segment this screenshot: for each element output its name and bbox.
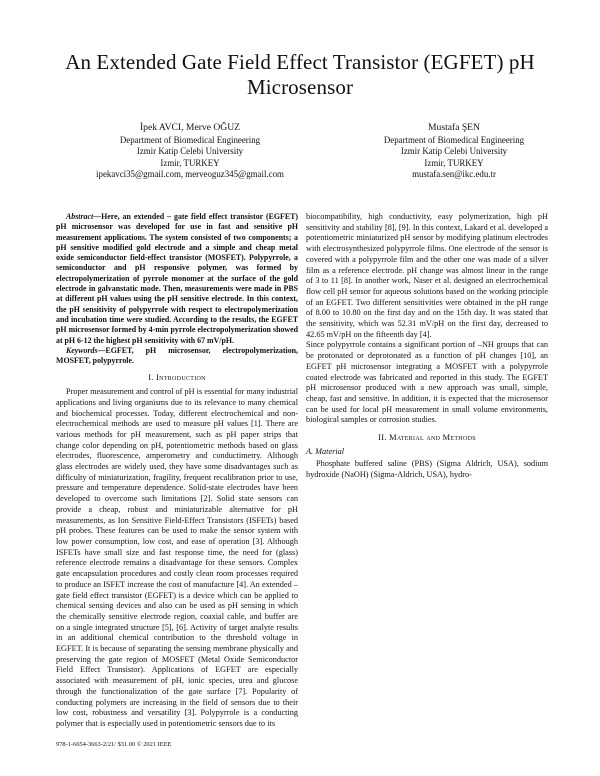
- keywords-lead: Keywords: [66, 345, 98, 355]
- section-heading-introduction: I. Introduction: [148, 373, 206, 383]
- intro-paragraph-continued: biocompatibility, high conductivity, easy polymerization, high pH sensitivity and stability [8], [9]. In this context, Lakard et al. developed a potentiometric miniaturized pH sensor by modifying platinum electrodes with electrosynthesized polypyrrole films. One electrode of the sensor is covered with a polypyrrole film and the other one was made of a silver film as a reference electrode. pH change was almost linear in the range of 3 to 11 [8]. In another work, Naser et al. designed an electrochemical flow cell pH sensor for aqueous solutions based on the working principle of an EGFET. Two different sensitivities were obtained in the pH range of 8.00 to 10.80 on the first day and on the 15th day. It was stated that the sensitivity, which was 52.31 mV/pH on the first day, decreased to 42.65 mV/pH on the fifteenth day [4].: [306, 212, 548, 339]
- left-column: [56, 212, 298, 730]
- author-email: ipekavci35@gmail.com, merveoguz345@gmail.com: [96, 169, 284, 180]
- second-paragraph: Since polypyrrole contains a significant portion of –NH groups that can be protonated or deprotonated as a function of pH changes [10], an EGFET pH microsensor integrating a MOSFET with a polypyrrole coated electrode was fabricated and reported in this study. The EGFET pH microsensor produced with a new approach was small, simple, cheap, fast and sensitive. In addition, it is expected that the microsensor can be used for local pH measurement in small volume environments, biological samples or corrosion studies.: [306, 340, 548, 425]
- keywords-body: —EGFET, pH microsensor, electropolymerization, MOSFET, polypyrrole.: [56, 345, 298, 366]
- abstract-lead: Abstract: [66, 212, 94, 221]
- author-location: Izmir, TURKEY: [424, 157, 484, 168]
- paper-title: An Extended Gate Field Effect Transistor (EGFET) pH Microsensor: [65, 50, 535, 99]
- author-location: Izmir, TURKEY: [160, 157, 220, 168]
- subsection-heading-material: A. Material: [306, 446, 345, 456]
- keywords: [56, 346, 298, 367]
- author-department: Department of Biomedical Engineering: [119, 134, 261, 145]
- author-block-1: [80, 122, 300, 181]
- author-email: mustafa.sen@ikc.edu.tr: [412, 169, 496, 180]
- abstract: [56, 212, 298, 346]
- copyright-footer: 978-1-6654-3663-2/21/ $31.00 © 2021 IEEE: [56, 741, 172, 748]
- right-column: [306, 212, 548, 481]
- author-university: Izmir Katip Celebi University: [136, 146, 244, 157]
- author-university: Izmir Katip Celebi University: [400, 146, 508, 157]
- author-department: Department of Biomedical Engineering: [383, 134, 525, 145]
- section-heading-methods: II. Material and Methods: [378, 433, 476, 443]
- abstract-body: —Here, an extended – gate field effect transistor (EGFET) pH microsensor was developed for use in fast and sensitive pH measurement applications. The system consisted of two components; a pH sensitive modified gold electrode and a simple and cheap metal oxide semiconductor field-effect transistor (MOSFET). Polypyrrole, a semiconductor and pH responsive polymer, was formed by electropolymerization of pyrrole monomer at the surface of the gold electrode in galvanstatic mode. Then, measurements were made in PBS at different pH values using the pH sensitive electrode. In this context, the pH sensitivity of polypyrrole with respect to electropolymerization and incubation time were studied. According to the results, the EGFET pH microsensor formed by 4-min pyrrole electropolymerization showed at pH 6-12 the highest pH sensitivity with 67 mV/pH.: [56, 212, 298, 345]
- author-block-2: [344, 122, 564, 181]
- material-paragraph: Phosphate buffered saline (PBS) (Sigma Aldrich, USA), sodium hydroxide (NaOH) (Sigma-Aldrich, USA), hydro-: [306, 459, 548, 480]
- author-names: Mustafa ŞEN: [428, 122, 480, 133]
- author-names: İpek AVCI, Merve OĞUZ: [139, 122, 240, 133]
- intro-paragraph: Proper measurement and control of pH is essential for many industrial applications and living organisms due to its relevance to many chemical and biochemical processes. Today, different electrochemical and non-electrochemical methods are used to measure pH values [1]. There are various methods for pH measurement, such as pH paper strips that change color depending on pH, potentiometric methods based on glass electrodes, fluorescence, amperometry and conductimetry. Although glass electrodes are widely used, they have some disadvantages such as difficulty of miniaturization, fragility, frequent recalibration prior to use, pressure and temperature dependence. Solid-state electrodes have been developed to overcome such limitations [2]. Solid state sensors can provide a cheap, robust and miniaturizable alternative for pH measurements, as Ion Sensitive Field-Effect Transistors (ISFETs) based pH probes. These features can be used to make the sensor system with low power consumption, low cost, and ease of operation [3]. Although ISFETs have small size and fast response time, the need for (glass) reference electrode remains a disadvantage for these sensors. Complex gate encapsulation procedures and costly clean room processes required to produce an ISFET increase the cost of manufacture [4]. An extended – gate field effect transistor (EGFET) is a device which can be applied to chemical sensing devices and also can be used as pH sensing in which the chemically sensitive electrode region, coaxial cable, and buffer are on a single integrated structure [5], [6]. Activity of target analyte results in an additional chemical contribution to the threshold voltage in EGFET. It is because of separating the sensing membrane physically and preserving the gate region of MOSFET (Metal Oxide Semiconductor Field Effect Transistor). Applications of EGFET are especially associated with measurement of pH, ionic species, urea and glucose through the functionalization of the gate surface [7]. Popularity of conducting polymers are increasing in the field of sensors due to their low cost, robustness and versatility [3]. Polypyrrole is a conducting polymer that is especially used in potentiometric sensors due to its: [56, 387, 298, 728]
